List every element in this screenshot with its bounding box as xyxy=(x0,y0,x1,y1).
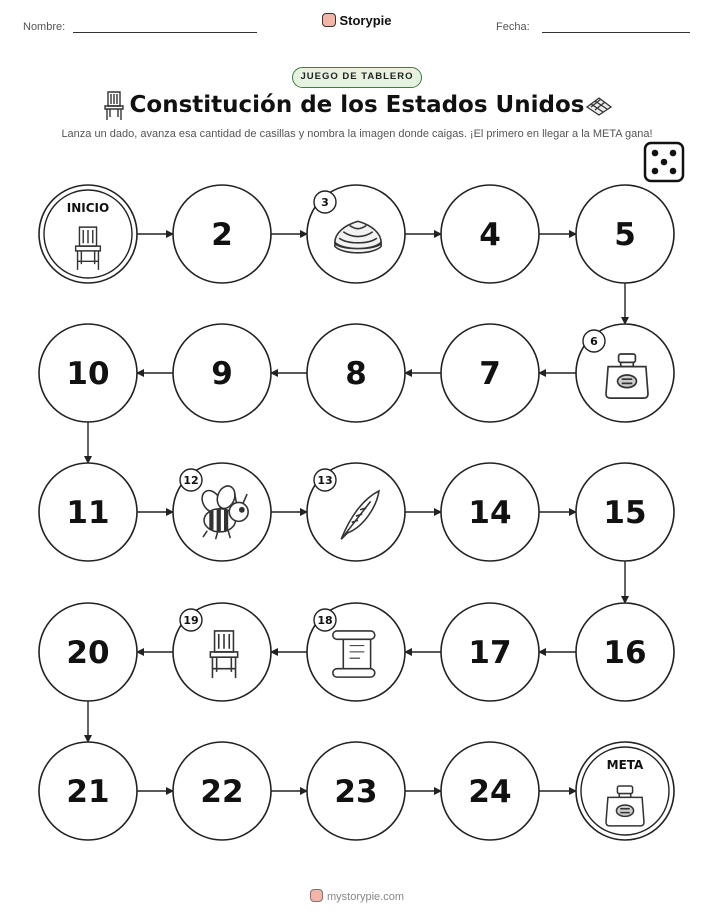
cell-number: 12 xyxy=(183,474,199,487)
board-cell-17[interactable] xyxy=(441,603,539,701)
board-cell-18[interactable] xyxy=(307,603,405,701)
cell-number: 21 xyxy=(66,774,110,810)
cell-number: 4 xyxy=(479,217,501,253)
board-cell-7[interactable] xyxy=(441,324,539,422)
cell-number: 8 xyxy=(345,356,367,392)
cell-number: 17 xyxy=(468,635,512,671)
cell-number: 7 xyxy=(479,356,501,392)
cell-number: 22 xyxy=(200,774,244,810)
cell-number: 19 xyxy=(183,614,199,627)
board-cell-13[interactable] xyxy=(307,463,405,561)
board-cell-10[interactable] xyxy=(39,324,137,422)
storypie-logo-icon xyxy=(310,889,323,902)
board-cell-20[interactable] xyxy=(39,603,137,701)
board-cell-23[interactable] xyxy=(307,742,405,840)
board-cell-5[interactable] xyxy=(576,185,674,283)
board-cell-2[interactable] xyxy=(173,185,271,283)
brand-name: Storypie xyxy=(339,13,392,28)
board-cell-15[interactable] xyxy=(576,463,674,561)
cell-number: 6 xyxy=(590,335,598,348)
board-cell-6[interactable] xyxy=(576,324,674,422)
cell-number: 2 xyxy=(211,217,233,253)
board-cell-24[interactable] xyxy=(441,742,539,840)
cell-number: 9 xyxy=(211,356,233,392)
board-cell-4[interactable] xyxy=(441,185,539,283)
cell-number: 16 xyxy=(603,635,647,671)
cell-number: 5 xyxy=(614,217,636,253)
board-cell-1[interactable] xyxy=(39,185,137,283)
board-cell-25[interactable] xyxy=(576,742,674,840)
instructions: Lanza un dado, avanza esa cantidad de casillas y nombra la imagen donde caigas. ¡El primero en llegar a la META gana! xyxy=(61,128,653,140)
board-cell-3[interactable] xyxy=(307,185,405,283)
cell-number: 24 xyxy=(468,774,512,810)
board-cell-8[interactable] xyxy=(307,324,405,422)
cell-number: 11 xyxy=(66,495,110,531)
board-cell-12[interactable] xyxy=(173,463,271,561)
game-type-badge: JUEGO DE TABLERO xyxy=(292,67,422,88)
cell-number: 13 xyxy=(317,474,333,487)
cell-label: INICIO xyxy=(66,201,110,215)
name-label: Nombre: xyxy=(23,21,66,33)
footer-url: mystorypie.com xyxy=(326,891,405,903)
cell-number: 14 xyxy=(468,495,512,531)
board-cell-14[interactable] xyxy=(441,463,539,561)
date-label: Fecha: xyxy=(496,21,530,33)
board-cell-11[interactable] xyxy=(39,463,137,561)
page-title: Constitución de los Estados Unidos xyxy=(129,92,585,118)
cell-number: 3 xyxy=(321,196,329,209)
board-cell-19[interactable] xyxy=(173,603,271,701)
board-cell-9[interactable] xyxy=(173,324,271,422)
cell-number: 18 xyxy=(317,614,333,627)
cell-label: META xyxy=(606,758,644,772)
cell-number: 10 xyxy=(66,356,110,392)
cell-number: 23 xyxy=(334,774,378,810)
cell-number: 15 xyxy=(603,495,647,531)
footer xyxy=(0,889,714,903)
cell-number: 20 xyxy=(66,635,110,671)
board-cell-21[interactable] xyxy=(39,742,137,840)
board-cell-22[interactable] xyxy=(173,742,271,840)
board-cell-16[interactable] xyxy=(576,603,674,701)
